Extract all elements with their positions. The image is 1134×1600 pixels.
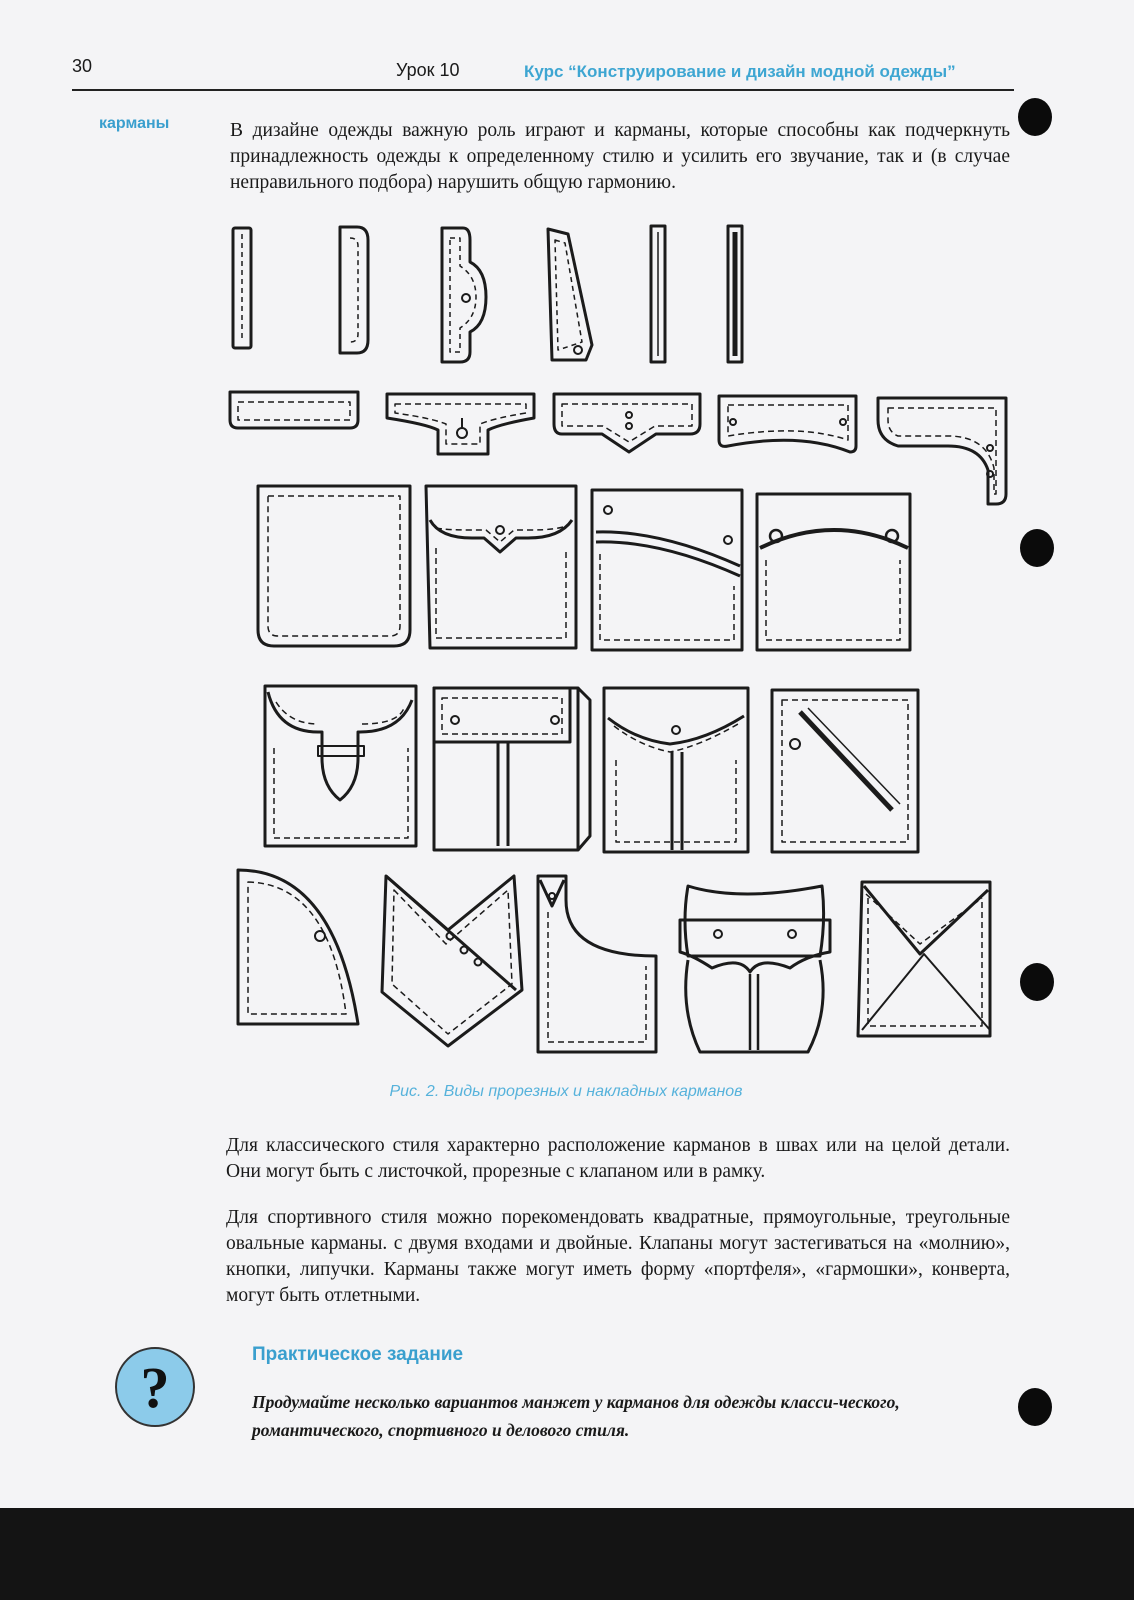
scan-background bbox=[0, 1508, 1134, 1600]
sport-style-paragraph: Для спортивного стиля можно порекомендовать квадратные, прямоугольные, треугольные овальные карманы. с двумя входами и двойные. Клапаны могут застегиваться на «молнию», кнопки, липучки. Карманы также могут иметь форму «портфеля», «гармошки», конверта, могут быть отлетными. bbox=[226, 1207, 1010, 1306]
welt-pockets-row bbox=[233, 226, 742, 362]
patch-pockets-row-3 bbox=[238, 870, 990, 1052]
binder-hole bbox=[1018, 98, 1052, 136]
course-title: Курс “Конструирование и дизайн модной одежды” bbox=[524, 62, 956, 81]
binder-hole bbox=[1020, 529, 1054, 567]
classic-style-paragraph: Для классического стиля характерно расположение карманов в швах или на целой детали. Они могут быть с листочкой, прорезные с клапаном или в рамку. bbox=[226, 1135, 1010, 1182]
task-title: Практическое задание bbox=[252, 1344, 464, 1365]
binder-hole bbox=[1020, 963, 1054, 1001]
task-text: Продумайте несколько вариантов манжет у карманов для одежды класси-ческого, романтического, спортивного и делового стиля. bbox=[252, 1392, 900, 1440]
page-number: 30 bbox=[72, 56, 93, 76]
figure-caption: Рис. 2. Виды прорезных и накладных карманов bbox=[389, 1083, 743, 1100]
patch-pockets-row-1 bbox=[258, 486, 910, 650]
lesson-label: Урок 10 bbox=[396, 60, 460, 80]
section-label: карманы bbox=[99, 115, 170, 132]
intro-paragraph: В дизайне одежды важную роль играют и карманы, которые способны как подчеркнуть принадлежность одежды к определенному стилю и усилить его звучание, так и (в случае неправильного подбора) нарушить общую гармонию. bbox=[230, 120, 1010, 193]
binder-hole bbox=[1018, 1388, 1052, 1426]
patch-pockets-row-2 bbox=[265, 686, 918, 852]
question-mark-icon: ? bbox=[115, 1347, 195, 1427]
